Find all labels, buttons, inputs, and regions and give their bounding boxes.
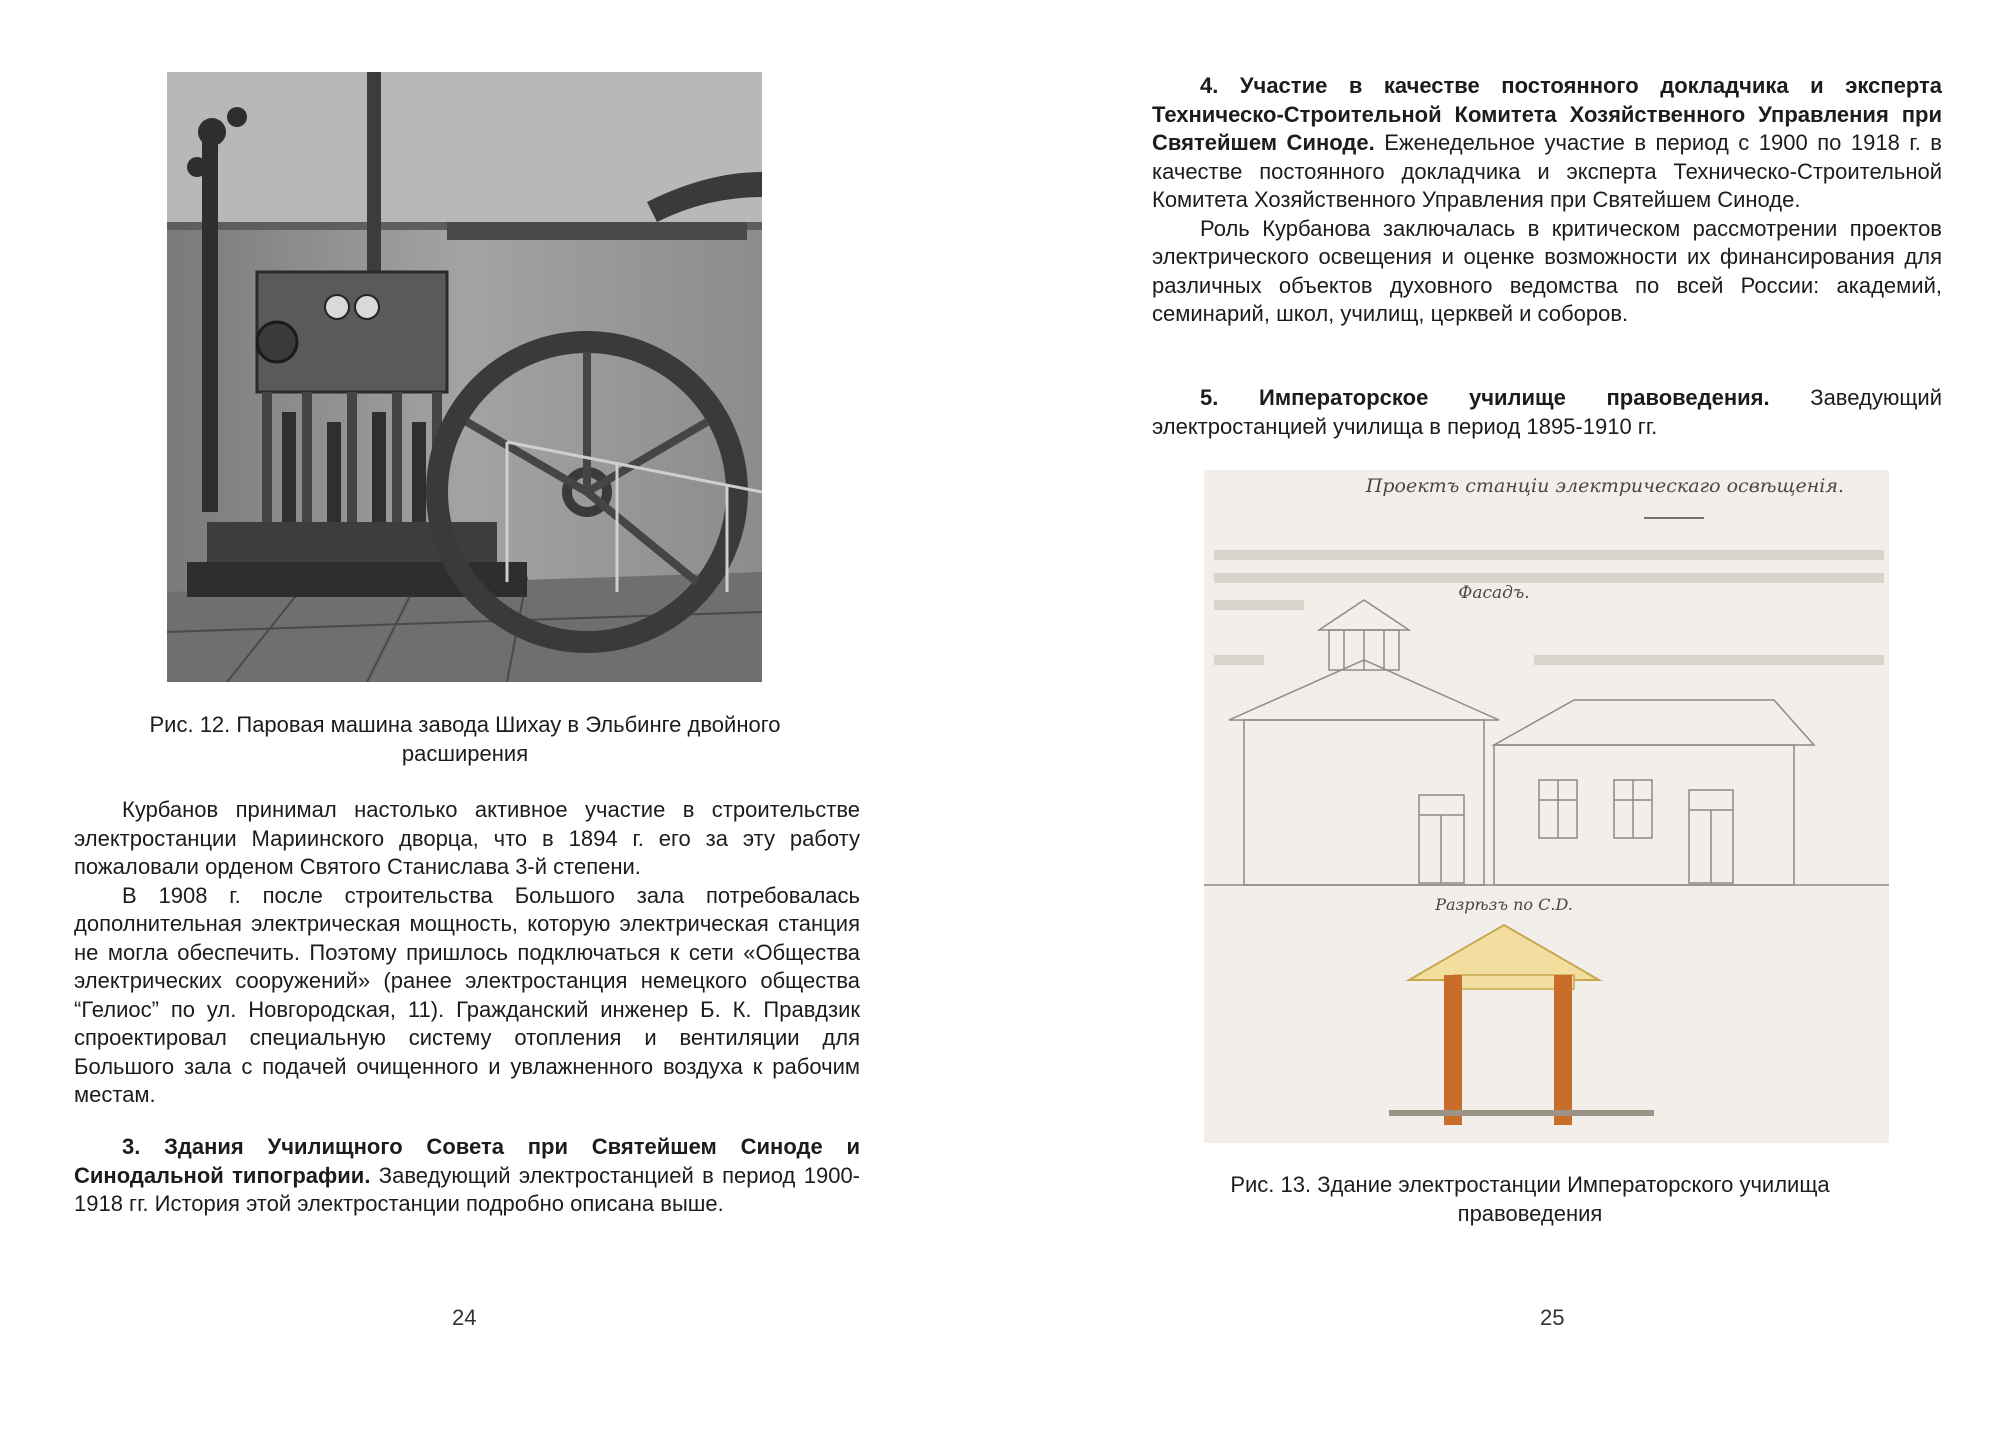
steam-engine-illustration [167,72,762,682]
figure-13-caption-line2: правоведения [1457,1201,1603,1226]
section-4 [1152,72,1942,329]
page-number-right: 25 [1540,1305,1565,1330]
cross-section [1389,925,1654,1125]
section-3-paragraph [74,1133,860,1219]
right-page [1000,0,2000,1437]
paragraph: В 1908 г. после строительства Большого зала потребовалась дополнительная электрическая мощность, которую электрическая станция не могла обеспечить. Поэтому пришлось подключаться к сети «Общества электрических сооружений» (ранее электростанция немецкого общества “Гелиос” по ул. Новгородская, 11). Гражданский инженер Б. К. Правдзик спроектировал специальную систему отопления и вентиляции для Большого зала с подачей очищенного и увлажненного воздуха к рабочим местам. [74,882,860,1107]
section-label: Разрѣзъ по С.D. [1435,895,1573,914]
figure-12-caption-line1: Рис. 12. Паровая машина завода Шихау в Эльбинге двойного [149,712,781,737]
section-5 [1152,384,1942,441]
figure-13-caption-line1: Рис. 13. Здание электростанции Императорского училища [1230,1172,1830,1197]
section-3-text: Заведующий электростанцией в период 1900-1918 гг. История этой электростанции подробно описана выше. [74,1162,861,1216]
section-4-paragraph [1152,72,1942,215]
figure-13-caption [1180,1170,1880,1228]
section-3 [74,1133,860,1219]
facade-and-section-drawing [1204,470,1889,1143]
drawing-title: Проектъ станціи электрическаго освѣщенія. [1365,475,1844,497]
section-4-text: Еженедельное участие в период с 1900 по 1918 г. в качестве постоянного докладчика и эксперта Техническо-Строительной Комитета Хозяйственного Управления при Святейшем Синоде. [1152,130,1942,212]
paragraph: Курбанов принимал настолько активное участие в строительстве электростанции Мариинского дворца, что в 1894 г. его за эту работу пожаловали орденом Святого Станислава 3-й степени. [74,797,860,879]
page-number-left: 24 [452,1305,477,1330]
figure-12-caption [100,710,830,768]
section-5-text: Заведующий электростанцией училища в период 1895-1910 гг. [1152,385,1943,439]
section-4-paragraph-2: Роль Курбанова заключалась в критическом рассмотрении проектов электрического освещения и оценке возможности их финансирования для различных объектов духовного ведомства по всей России: академий, семинарий, школ, училищ, церквей и соборов. [1152,215,1942,326]
left-body-text [74,796,860,1110]
section-4-heading: 4. Участие в качестве постоянного докладчика и эксперта Техническо-Строительной Комитета Хозяйственного Управления при Святейшем Синоде. [1152,73,1942,155]
bleed-through-texture [1214,555,1884,660]
power-station-drawing [1204,470,1889,1143]
facade-elevation [1204,600,1889,885]
section-5-paragraph [1152,384,1942,441]
steam-engine-photo [167,72,762,682]
facade-label: Фасадъ. [1458,583,1530,603]
section-3-heading: 3. Здания Училищного Совета при Святейшем Синоде и Синодальной типографии. [74,1134,860,1188]
section-5-heading: 5. Императорское училище правоведения. [1200,385,1770,410]
figure-12-caption-line2: расширения [401,741,529,766]
